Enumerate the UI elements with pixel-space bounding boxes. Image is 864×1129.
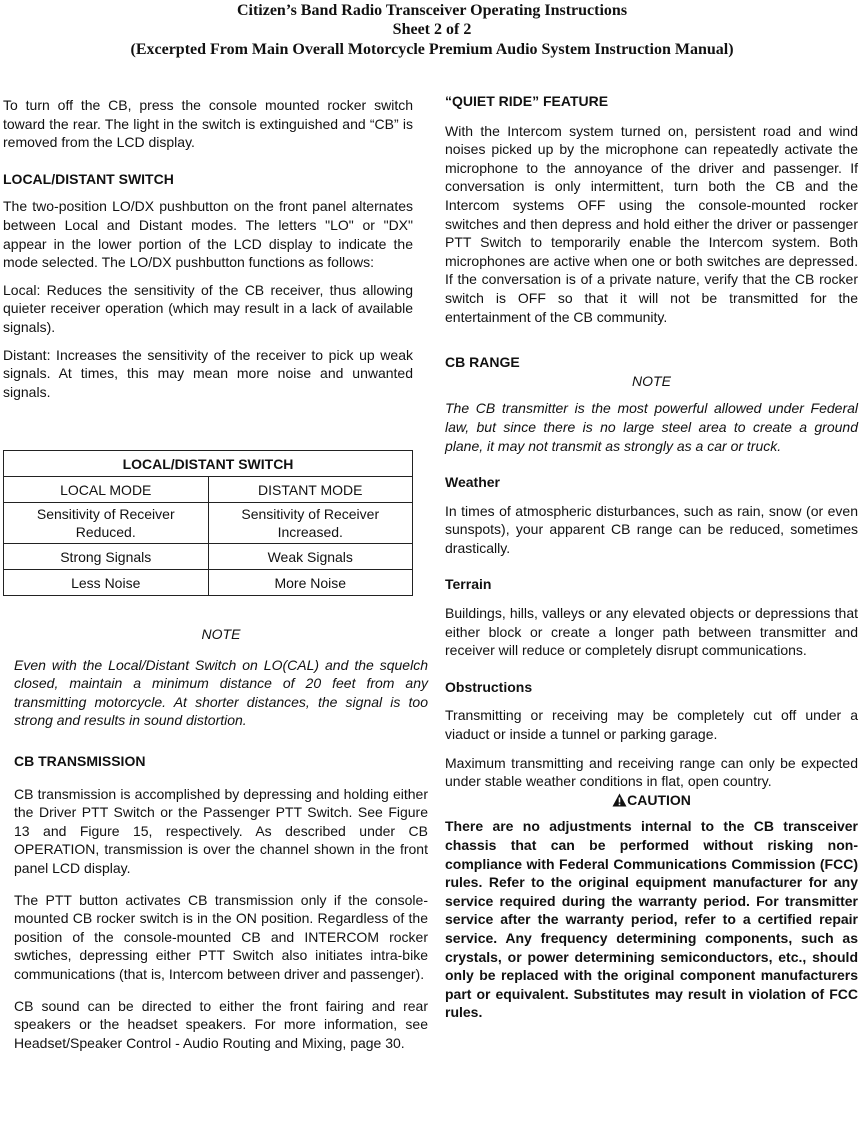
ptt-paragraph: The PTT button activates CB transmission only if the console-mounted CB rocker switch is in the ON position. Regardless of the position of the console-mounted CB and INTERCOM rocker swtiches, depressing either PTT Switch also initiates intra-bike communications (that is, Intercom between driver and passenger). xyxy=(14,891,428,982)
left-col-top xyxy=(3,96,413,401)
table-header-local: LOCAL MODE xyxy=(4,477,209,503)
obstructions-heading: Obstructions xyxy=(445,678,533,695)
left-col-bottom xyxy=(14,625,428,1052)
caution-label: CAUTION xyxy=(627,791,691,808)
caution-text: There are no adjustments internal to the CB transceiver chassis that can be performed without risking non-compliance with Federal Communications Commission (FCC) rules. Refer to the original equipment manufacturer for any service required during the warranty period. For transmitter service after the warranty period, refer to a certified repair service. Any frequency determining components, such as crystals, or power determining semiconductors, etc., should only be replaced with the original component manufacturers part or equivalent. Substitutes may result in violation of FCC rules. xyxy=(445,818,858,1021)
quiet-ride-heading: “QUIET RIDE” FEATURE xyxy=(445,93,609,109)
local-distant-table xyxy=(3,450,413,596)
transmission-paragraph: CB transmission is accomplished by depressing and holding either the Driver PTT Switch or the Passenger PTT Switch. See Figure 13 and Figure 15, respectively. As described under CB OPERATION, transmission is over the channel shown in the front panel LCD display. xyxy=(14,785,428,876)
doc-subtitle: (Excerpted From Main Overall Motorcycle Premium Audio System Instruction Manual) xyxy=(130,41,734,58)
note-title: NOTE xyxy=(632,372,671,389)
local-distant-heading: LOCAL/DISTANT SWITCH xyxy=(3,170,174,187)
maximum-range-paragraph: Maximum transmitting and receiving range can only be expected under stable weather conditions in flat, open country. xyxy=(445,754,858,790)
table-cell: Weak Signals xyxy=(208,544,413,570)
turn-off-paragraph: To turn off the CB, press the console mounted rocker switch toward the rear. The light in the switch is extinguished and “CB” is removed from the LCD display. xyxy=(3,97,413,151)
quiet-ride-paragraph: With the Intercom system turned on, persistent road and wind noises picked up by the microphone can repeatedly activate the microphone to the annoyance of the driver and passenger. If conversation is only intermittent, turn both the CB and the Intercom systems OFF using the console-mounted rocker switches and then depress and hold either the driver or passenger PTT Switch to temporarily enable the Intercom system. Both microphones are active when one or both switches are depressed. If the conversation is of a private nature, verify that the CB rocker switch is OFF so that it will not be transmitted for the entertainment of the CB community. xyxy=(445,122,858,325)
note-text: Even with the Local/Distant Switch on LO(CAL) and the squelch closed, maintain a minimum distance of 20 feet from any transmitting motorcycle. At shorter distances, the signal is too strong and results in sound distortion. xyxy=(14,656,428,729)
table-header-distant: DISTANT MODE xyxy=(208,477,413,503)
terrain-heading: Terrain xyxy=(445,576,492,593)
table-cell: Strong Signals xyxy=(4,544,209,570)
table-cell: Sensitivity of Receiver Increased. xyxy=(208,503,413,544)
transmission-heading: CB TRANSMISSION xyxy=(14,752,146,769)
sound-paragraph: CB sound can be directed to either the front fairing and rear speakers or the headset speakers. For more information, see Headset/Speaker Control - Audio Routing and Mixing, page 30. xyxy=(14,997,428,1051)
note-text: The CB transmitter is the most powerful allowed under Federal law, but since there is no large steel area to create a ground plane, it may not transmit as strongly as a car or truck. xyxy=(445,400,858,454)
two-position-paragraph: The two-position LO/DX pushbutton on the front panel alternates between Local and Distant modes. The letters "LO" or "DX" appear in the lower portion of the LCD display to indicate the mode selected. The LO/DX pushbutton functions as follows: xyxy=(3,198,413,271)
caution-title xyxy=(445,791,858,810)
weather-heading: Weather xyxy=(445,474,500,491)
table-title: LOCAL/DISTANT SWITCH xyxy=(4,451,413,477)
cb-range-heading: CB RANGE xyxy=(445,354,520,371)
warning-icon xyxy=(612,793,627,807)
table-cell: Less Noise xyxy=(4,570,209,596)
note-title: NOTE xyxy=(201,626,241,642)
table-cell: More Noise xyxy=(208,570,413,596)
table-cell: Sensitivity of Receiver Reduced. xyxy=(4,503,209,544)
local-paragraph: Local: Reduces the sensitivity of the CB receiver, thus allowing quieter receiver operation (which may result in a lack of available signals). xyxy=(3,281,413,335)
weather-paragraph: In times of atmospheric disturbances, such as rain, snow (or even sunspots), your apparent CB range can be reduced, sometimes drastically. xyxy=(445,502,858,556)
obstructions-paragraph: Transmitting or receiving may be completely cut off under a viaduct or inside a tunnel or parking garage. xyxy=(445,707,858,743)
distant-paragraph: Distant: Increases the sensitivity of the receiver to pick up weak signals. At times, this may mean more noise and unwanted signals. xyxy=(3,346,413,400)
sheet-number: Sheet 2 of 2 xyxy=(392,21,472,38)
doc-title: Citizen’s Band Radio Transceiver Operating Instructions xyxy=(236,2,628,19)
terrain-paragraph: Buildings, hills, valleys or any elevated objects or depressions that either block or create a longer path between transmitter and receiver will reduce or completely disrupt communications. xyxy=(445,605,858,659)
right-col xyxy=(445,92,858,1022)
